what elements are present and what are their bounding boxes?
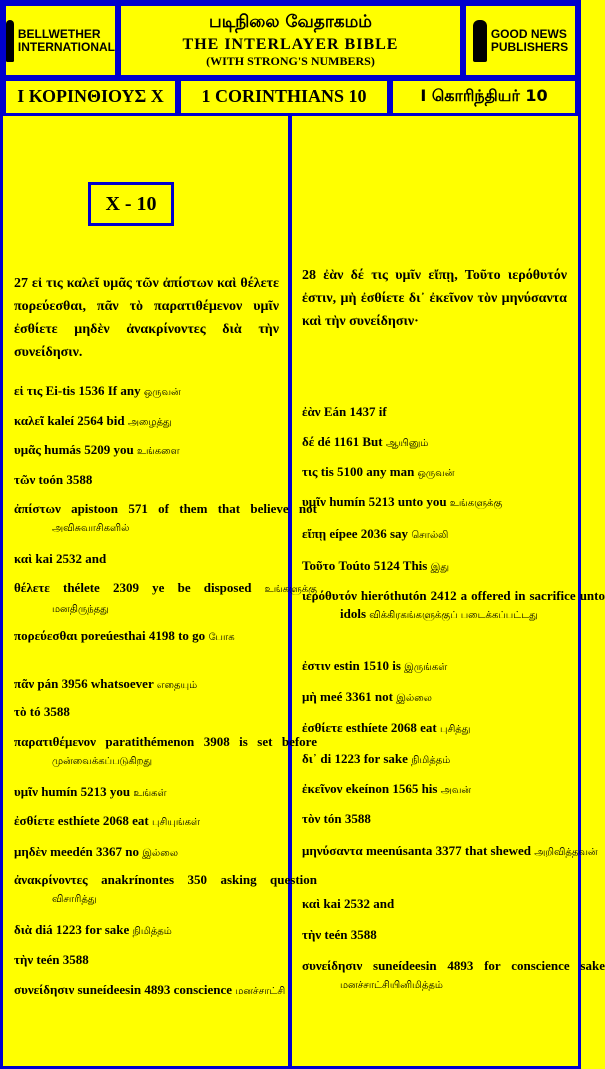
right-entry	[302, 525, 605, 545]
entry-tamil-gloss: நிமித்தம்	[411, 755, 451, 766]
left-entry	[14, 579, 317, 619]
left-logo-line2: INTERNATIONAL	[17, 39, 115, 54]
entry-tamil-gloss: மனச்சாட்சி	[235, 986, 286, 997]
entry-main-text: δέ dé 1161 But	[302, 434, 383, 449]
entry-main-text: τις tis 5100 any man	[302, 464, 415, 479]
book-header-tamil: I கொரிந்தியர் 10	[390, 78, 578, 116]
title-english: THE INTERLAYER BIBLE	[182, 36, 399, 53]
entry-main-text: εἰ τις Ei-tis 1536 If any	[14, 383, 141, 398]
left-logo-line1: BELLWETHER	[17, 26, 101, 41]
entry-tamil-gloss: சொல்லி	[411, 530, 449, 541]
entry-tamil-gloss: மனச்சாட்சியினிமித்தம்	[340, 980, 443, 991]
book-header-greek: I ΚΟΡΙΝΘΙΟΥΣ X	[3, 78, 178, 116]
entry-tamil-gloss: புசித்து	[440, 724, 471, 735]
left-entry	[14, 471, 317, 489]
left-entry	[14, 627, 317, 647]
entry-main-text: τὴν teén 3588	[302, 927, 377, 942]
title-tamil: படிநிலை வேதாகமம்	[209, 12, 372, 32]
left-entry	[14, 675, 317, 695]
right-entry	[302, 657, 605, 677]
book-header-english: 1 CORINTHIANS 10	[178, 78, 390, 116]
left-entry	[14, 382, 317, 402]
entry-tamil-gloss: முன்வைக்கப்படுகிறது	[52, 756, 153, 767]
right-entry	[302, 688, 605, 708]
entry-main-text: διὰ diá 1223 for sake	[14, 922, 130, 937]
verse-28-text: 28 ἐὰν δέ τις υμῖν εἴπῃ, Τοῦτο ιερόθυτόν ἐστιν, μὴ ἐσθίετε δι᾽ ἐκεῖνον τὸν μηνύσαντα καὶ τὴν συνείδησιν·	[302, 268, 567, 329]
entry-main-text: ἀπίστων apistoon 571 of them that believe not	[14, 501, 317, 516]
entry-main-text: μηνύσαντα meenúsanta 3377 that shewed	[302, 843, 531, 858]
right-entry	[302, 842, 605, 862]
verse-27-text: 27 εἰ τις καλεῖ υμᾶς τῶν ἀπίστων καὶ θέλετε πορεύεσθαι, πᾶν τὸ παρατιθέμενον υμῖν ἐσθίετε μηδὲν ἀνακρίνοντες διὰ τὴν συνείδησιν.	[14, 276, 279, 360]
right-entry	[302, 493, 605, 513]
entry-tamil-gloss: இருங்கள்	[404, 662, 448, 673]
right-logo-line1: GOOD NEWS	[490, 26, 567, 41]
right-entry	[302, 780, 605, 800]
entry-tamil-gloss: உங்களுக்கு	[449, 498, 503, 509]
entry-tamil-gloss: புசியுங்கள்	[152, 817, 201, 828]
entry-main-text: ἐσθίετε esthíete 2068 eat	[302, 720, 437, 735]
left-entry	[14, 812, 317, 832]
left-entry	[14, 500, 317, 538]
entry-main-text: τῶν toón 3588	[14, 472, 93, 487]
entry-tamil-gloss: உங்களுக்கு மனதிருந்தது	[52, 584, 317, 615]
good-news-logo	[463, 3, 578, 78]
entry-main-text: πορεύεσθαι poreúesthai 4198 to go	[14, 628, 206, 643]
entry-main-text: ἐκεῖνον ekeínon 1565 his	[302, 781, 438, 796]
entry-main-text: πᾶν pán 3956 whatsoever	[14, 676, 154, 691]
left-entry	[14, 951, 317, 969]
right-entry	[302, 810, 605, 828]
entry-main-text: μηδὲν meedén 3367 no	[14, 844, 139, 859]
entry-tamil-gloss: ஒருவன்	[417, 468, 455, 479]
entry-main-text: συνείδησιν suneídeesin 4893 conscience	[14, 982, 233, 997]
chapter-label: X - 10	[88, 182, 174, 226]
entry-main-text: τὸ tó 3588	[14, 704, 70, 719]
right-entry	[302, 895, 605, 913]
right-entry	[302, 403, 605, 421]
entry-main-text: τὴν teén 3588	[14, 952, 89, 967]
entry-main-text: ἐστιν estin 1510 is	[302, 658, 401, 673]
entry-tamil-gloss: அவிசுவாசிகளில்	[52, 523, 130, 534]
entry-tamil-gloss: நிமித்தம்	[132, 926, 172, 937]
left-entry	[14, 783, 317, 803]
right-entry	[302, 750, 605, 770]
entry-main-text: ἐὰν Eán 1437 if	[302, 404, 387, 419]
entry-main-text: καὶ kai 2532 and	[302, 896, 395, 911]
left-entry	[14, 871, 317, 909]
left-entry	[14, 981, 317, 1001]
right-entry	[302, 926, 605, 944]
left-entry	[14, 843, 317, 863]
entry-main-text: Τοῦτο Toúto 5124 This	[302, 558, 428, 573]
left-entry	[14, 733, 317, 771]
entry-tamil-gloss: இல்லை	[142, 848, 178, 859]
entry-tamil-gloss: உங்கள்	[133, 788, 167, 799]
entry-main-text: υμᾶς humás 5209 you	[14, 442, 134, 457]
entry-tamil-gloss: இல்லை	[396, 693, 432, 704]
title-block	[118, 3, 463, 78]
entry-main-text: υμῖν humín 5213 you	[14, 784, 131, 799]
right-entry	[302, 557, 605, 577]
entry-main-text: τὸν tón 3588	[302, 811, 371, 826]
entry-tamil-gloss: விசாரித்து	[52, 894, 97, 905]
entry-tamil-gloss: போக	[208, 632, 235, 643]
right-entry	[302, 587, 605, 625]
entry-main-text: ἀνακρίνοντες anakrínontes 350 asking question	[14, 872, 317, 887]
left-entry	[14, 412, 317, 432]
left-entry	[14, 703, 317, 721]
entry-main-text: ιερόθυτόν hieróthutón 2412 a offered in sacrifice unto idols	[302, 588, 605, 621]
entry-main-text: καὶ kai 2532 and	[14, 551, 107, 566]
entry-tamil-gloss: இது	[430, 562, 450, 573]
left-entry	[14, 441, 317, 461]
entry-main-text: καλεῖ kaleí 2564 bid	[14, 413, 125, 428]
entry-main-text: θέλετε thélete 2309 ye be disposed	[14, 580, 252, 595]
entry-main-text: ἐσθίετε esthíete 2068 eat	[14, 813, 149, 828]
entry-tamil-gloss: அவன்	[440, 785, 472, 796]
entry-tamil-gloss: எதையும்	[156, 680, 198, 691]
title-subtitle: (WITH STRONG'S NUMBERS)	[206, 54, 375, 68]
entry-tamil-gloss: விக்கிரகங்களுக்குப் படைக்கப்பட்டது	[369, 610, 538, 621]
entry-main-text: μὴ meé 3361 not	[302, 689, 393, 704]
entry-main-text: δι᾽ di 1223 for sake	[302, 751, 408, 766]
entry-main-text: εἴπῃ eípee 2036 say	[302, 526, 409, 541]
entry-tamil-gloss: அழைத்து	[127, 417, 172, 428]
right-entry	[302, 957, 605, 995]
entry-tamil-gloss: அறிவித்தவன்	[534, 847, 598, 858]
right-entry	[302, 719, 605, 739]
left-entry	[14, 921, 317, 941]
right-logo-line2: PUBLISHERS	[490, 39, 569, 54]
entry-main-text: συνείδησιν suneídeesin 4893 for conscience sake	[302, 958, 605, 973]
good-news-figure-icon	[473, 20, 487, 62]
right-entry	[302, 433, 605, 453]
entry-tamil-gloss: ஒருவன்	[143, 387, 181, 398]
bellwether-logo	[3, 3, 118, 78]
entry-tamil-gloss: ஆயினும்	[385, 438, 429, 449]
entry-main-text: υμῖν humín 5213 unto you	[302, 494, 447, 509]
entry-tamil-gloss: உங்களை	[136, 446, 180, 457]
right-entry	[302, 463, 605, 483]
left-entry	[14, 550, 317, 568]
entry-main-text: παρατιθέμενον paratithémenon 3908 is set before	[14, 734, 317, 749]
bellwether-figure-icon	[6, 20, 14, 62]
